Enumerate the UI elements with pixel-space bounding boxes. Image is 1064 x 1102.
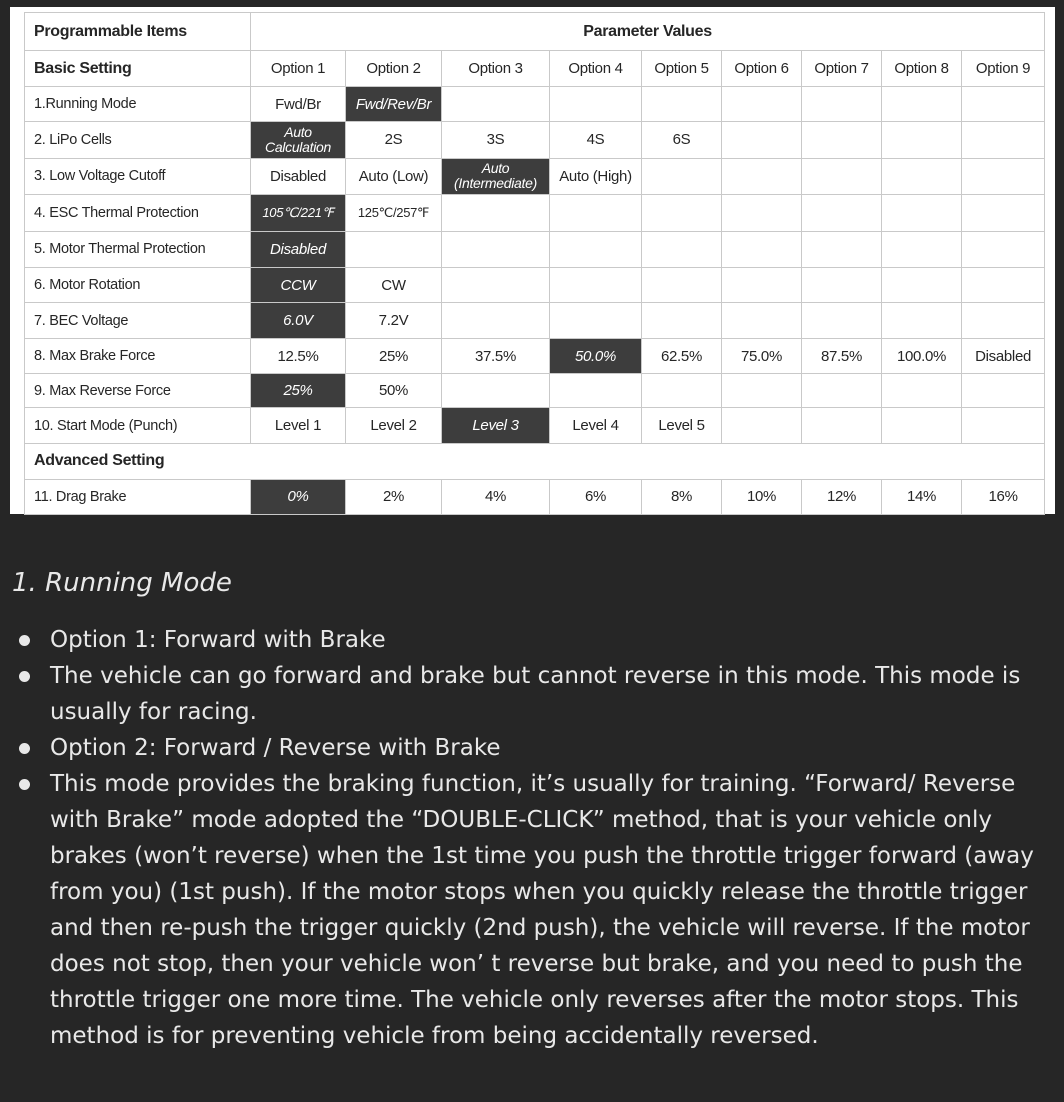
option-header: Option 4 bbox=[550, 51, 642, 87]
empty-cell bbox=[882, 303, 962, 339]
table-cell: 12.5% bbox=[251, 339, 346, 374]
table-cell: 6% bbox=[550, 479, 642, 514]
table-cell: Auto (Low) bbox=[346, 158, 442, 194]
option-header: Option 3 bbox=[442, 51, 550, 87]
empty-cell bbox=[882, 194, 962, 231]
empty-cell bbox=[442, 231, 550, 267]
table-cell: Level 3 bbox=[442, 408, 550, 443]
empty-cell bbox=[882, 87, 962, 122]
parameter-values-header: Parameter Values bbox=[251, 13, 1045, 51]
row-label: 7. BEC Voltage bbox=[25, 303, 251, 339]
table-cell: Disabled bbox=[251, 231, 346, 267]
bullet-icon bbox=[19, 779, 30, 790]
row-label: 10. Start Mode (Punch) bbox=[25, 408, 251, 443]
bullet-text: Option 1: Forward with Brake bbox=[50, 627, 386, 653]
table-row bbox=[25, 374, 1045, 408]
option-header: Option 7 bbox=[802, 51, 882, 87]
empty-cell bbox=[722, 408, 802, 443]
table-cell: 25% bbox=[346, 339, 442, 374]
table-row bbox=[25, 122, 1045, 158]
option-header: Option 5 bbox=[642, 51, 722, 87]
empty-cell bbox=[962, 408, 1045, 443]
basic-setting-header: Basic Setting bbox=[25, 51, 251, 87]
table-cell: 6.0V bbox=[251, 303, 346, 339]
table-row bbox=[25, 231, 1045, 267]
empty-cell bbox=[442, 194, 550, 231]
table-cell: 3S bbox=[442, 122, 550, 158]
table-cell: 10% bbox=[722, 479, 802, 514]
bullet-item bbox=[0, 622, 1050, 658]
bullet-item bbox=[0, 730, 1050, 766]
empty-cell bbox=[642, 231, 722, 267]
empty-cell bbox=[442, 303, 550, 339]
table-cell: Fwd/Br bbox=[251, 87, 346, 122]
row-label: 2. LiPo Cells bbox=[25, 122, 251, 158]
table-cell: 25% bbox=[251, 374, 346, 408]
empty-cell bbox=[882, 231, 962, 267]
table-row bbox=[25, 339, 1045, 374]
table-cell: 125℃/257℉ bbox=[346, 194, 442, 231]
table-cell: Auto Calculation bbox=[251, 122, 346, 158]
empty-cell bbox=[962, 122, 1045, 158]
table-cell: Fwd/Rev/Br bbox=[346, 87, 442, 122]
empty-cell bbox=[722, 87, 802, 122]
empty-cell bbox=[882, 122, 962, 158]
table-row bbox=[25, 479, 1045, 514]
running-mode-bullets bbox=[0, 622, 1050, 1054]
bullet-item bbox=[0, 658, 1050, 730]
parameter-table bbox=[24, 12, 1045, 515]
bullet-text: This mode provides the braking function, it’s usually for training. “Forward/ Reverse with Brake” mode adopted the “DOUBLE-CLICK” method, that is your vehicle only brakes (won’t reverse) when the 1st time you push the throttle trigger forward (away from you) (1st push). If the motor stops when you quickly release the throttle trigger and then re-push the trigger quickly (2nd push), the vehicle will reverse. If the motor does not stop, then your vehicle won’ t reverse but brake, and you need to push the throttle trigger one more time. The vehicle only reverses after the motor stops. This method is for preventing vehicle from being accidentally reversed. bbox=[50, 771, 1034, 1049]
empty-cell bbox=[962, 374, 1045, 408]
row-label: 9. Max Reverse Force bbox=[25, 374, 251, 408]
parameter-table-frame bbox=[10, 7, 1055, 514]
row-label: 3. Low Voltage Cutoff bbox=[25, 158, 251, 194]
options-header-row bbox=[25, 51, 1045, 87]
table-cell: CCW bbox=[251, 267, 346, 302]
row-label: 8. Max Brake Force bbox=[25, 339, 251, 374]
table-cell: 37.5% bbox=[442, 339, 550, 374]
row-label: 5. Motor Thermal Protection bbox=[25, 231, 251, 267]
table-cell: Level 1 bbox=[251, 408, 346, 443]
programmable-items-header: Programmable Items bbox=[25, 13, 251, 51]
empty-cell bbox=[802, 122, 882, 158]
table-cell: 0% bbox=[251, 479, 346, 514]
empty-cell bbox=[722, 122, 802, 158]
empty-cell bbox=[642, 267, 722, 302]
table-cell: 50% bbox=[346, 374, 442, 408]
option-header: Option 1 bbox=[251, 51, 346, 87]
empty-cell bbox=[722, 158, 802, 194]
empty-cell bbox=[550, 374, 642, 408]
empty-cell bbox=[642, 87, 722, 122]
empty-cell bbox=[722, 303, 802, 339]
table-header-row bbox=[25, 13, 1045, 51]
table-cell: Auto (Intermediate) bbox=[442, 158, 550, 194]
table-row bbox=[25, 408, 1045, 443]
table-cell: 62.5% bbox=[642, 339, 722, 374]
empty-cell bbox=[962, 267, 1045, 302]
empty-cell bbox=[802, 87, 882, 122]
empty-cell bbox=[962, 231, 1045, 267]
table-cell: 4S bbox=[550, 122, 642, 158]
empty-cell bbox=[802, 194, 882, 231]
empty-cell bbox=[722, 267, 802, 302]
empty-cell bbox=[962, 194, 1045, 231]
table-row bbox=[25, 158, 1045, 194]
empty-cell bbox=[802, 374, 882, 408]
option-header: Option 8 bbox=[882, 51, 962, 87]
empty-cell bbox=[802, 303, 882, 339]
table-row bbox=[25, 87, 1045, 122]
table-cell: 16% bbox=[962, 479, 1045, 514]
table-cell: Disabled bbox=[251, 158, 346, 194]
empty-cell bbox=[722, 231, 802, 267]
empty-cell bbox=[802, 158, 882, 194]
empty-cell bbox=[962, 87, 1045, 122]
row-label: 1.Running Mode bbox=[25, 87, 251, 122]
table-cell: 50.0% bbox=[550, 339, 642, 374]
bullet-icon bbox=[19, 635, 30, 646]
empty-cell bbox=[962, 158, 1045, 194]
advanced-setting-row bbox=[25, 443, 1045, 479]
bullet-icon bbox=[19, 671, 30, 682]
table-cell: 6S bbox=[642, 122, 722, 158]
empty-cell bbox=[550, 303, 642, 339]
empty-cell bbox=[722, 194, 802, 231]
table-row bbox=[25, 194, 1045, 231]
empty-cell bbox=[642, 158, 722, 194]
table-cell: 75.0% bbox=[722, 339, 802, 374]
table-cell: 100.0% bbox=[882, 339, 962, 374]
empty-cell bbox=[802, 267, 882, 302]
empty-cell bbox=[346, 231, 442, 267]
empty-cell bbox=[882, 158, 962, 194]
table-row bbox=[25, 303, 1045, 339]
table-cell: 2% bbox=[346, 479, 442, 514]
table-row bbox=[25, 267, 1045, 302]
empty-cell bbox=[550, 87, 642, 122]
empty-cell bbox=[882, 267, 962, 302]
section-title: 1. Running Mode bbox=[12, 568, 232, 598]
table-cell: 14% bbox=[882, 479, 962, 514]
table-cell: 87.5% bbox=[802, 339, 882, 374]
row-label: 6. Motor Rotation bbox=[25, 267, 251, 302]
option-header: Option 2 bbox=[346, 51, 442, 87]
option-header: Option 6 bbox=[722, 51, 802, 87]
table-cell: Level 4 bbox=[550, 408, 642, 443]
advanced-setting-header: Advanced Setting bbox=[25, 443, 1045, 479]
bullet-item bbox=[0, 766, 1050, 1054]
table-cell: Disabled bbox=[962, 339, 1045, 374]
empty-cell bbox=[442, 267, 550, 302]
table-cell: 2S bbox=[346, 122, 442, 158]
empty-cell bbox=[550, 267, 642, 302]
empty-cell bbox=[802, 408, 882, 443]
empty-cell bbox=[550, 231, 642, 267]
table-cell: 7.2V bbox=[346, 303, 442, 339]
empty-cell bbox=[802, 231, 882, 267]
bullet-text: Option 2: Forward / Reverse with Brake bbox=[50, 735, 501, 761]
empty-cell bbox=[442, 87, 550, 122]
table-cell: Level 5 bbox=[642, 408, 722, 443]
empty-cell bbox=[722, 374, 802, 408]
empty-cell bbox=[550, 194, 642, 231]
empty-cell bbox=[442, 374, 550, 408]
row-label: 4. ESC Thermal Protection bbox=[25, 194, 251, 231]
bullet-text: The vehicle can go forward and brake but cannot reverse in this mode. This mode is usually for racing. bbox=[50, 663, 1021, 725]
empty-cell bbox=[882, 408, 962, 443]
table-cell: 4% bbox=[442, 479, 550, 514]
bullet-icon bbox=[19, 743, 30, 754]
option-header: Option 9 bbox=[962, 51, 1045, 87]
row-label: 11. Drag Brake bbox=[25, 479, 251, 514]
empty-cell bbox=[642, 194, 722, 231]
empty-cell bbox=[642, 374, 722, 408]
table-cell: 105℃/221℉ bbox=[251, 194, 346, 231]
empty-cell bbox=[882, 374, 962, 408]
table-cell: Level 2 bbox=[346, 408, 442, 443]
table-cell: 12% bbox=[802, 479, 882, 514]
table-cell: Auto (High) bbox=[550, 158, 642, 194]
empty-cell bbox=[962, 303, 1045, 339]
table-cell: CW bbox=[346, 267, 442, 302]
table-cell: 8% bbox=[642, 479, 722, 514]
empty-cell bbox=[642, 303, 722, 339]
